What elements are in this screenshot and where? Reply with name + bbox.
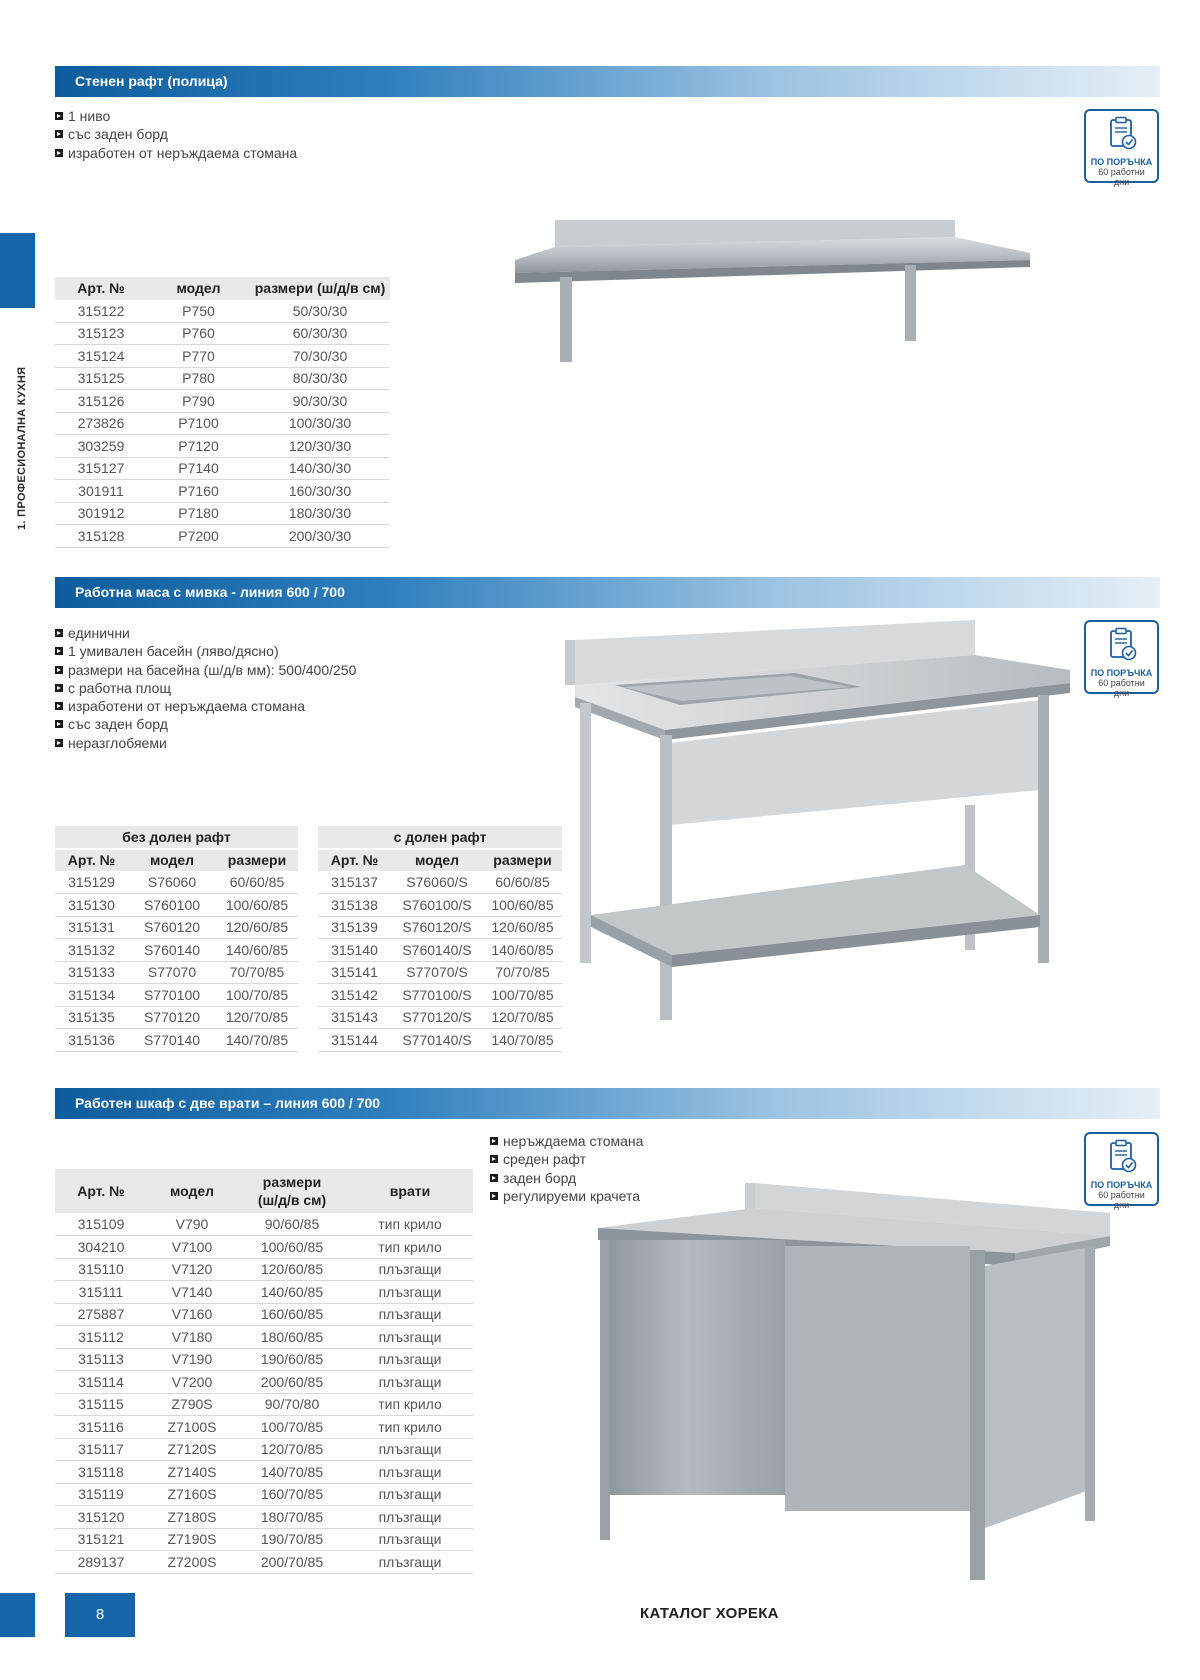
table-row: 315116 Z7100S 100/70/85 тип крило: [55, 1416, 473, 1439]
col-art-no: Арт. №: [55, 1169, 147, 1213]
col-model: модел: [147, 277, 250, 300]
table-row: 315110 V7120 120/60/85 плъзгащи: [55, 1258, 473, 1281]
table-row: 315132 S760140 140/60/85: [55, 939, 298, 962]
badge-days: 60 работни: [1098, 1190, 1145, 1200]
group-without-shelf: без долен рафт: [55, 826, 298, 849]
wall-shelf-features: [55, 107, 297, 162]
feature-item: със заден борд: [55, 715, 356, 733]
section-title-cabinet: Работен шкаф с две врати – линия 600 / 700: [55, 1088, 1160, 1119]
table-row: 315115 Z790S 90/70/80 тип крило: [55, 1393, 473, 1416]
table-row: 273826 P7100 100/30/30: [55, 412, 390, 435]
feature-item: със заден борд: [55, 125, 297, 143]
table-row: 315120 Z7180S 180/70/85 плъзгащи: [55, 1506, 473, 1529]
table-row: 315129 S76060 60/60/85: [55, 871, 298, 894]
feature-item: изработени от неръждаема стомана: [55, 697, 356, 715]
table-row: 315139 S760120/S 120/60/85: [318, 916, 562, 939]
table-row: 315118 Z7140S 140/70/85 плъзгащи: [55, 1461, 473, 1484]
page-number: 8: [65, 1593, 135, 1637]
bullet-icon: [55, 684, 63, 692]
bullet-icon: [490, 1155, 498, 1163]
col-size: размери (ш/д/в см): [250, 277, 390, 300]
section-title-sink-table: Работна маса с мивка - линия 600 / 700: [55, 577, 1160, 608]
bullet-icon: [55, 647, 63, 655]
bullet-icon: [490, 1174, 498, 1182]
feature-item: изработен от неръждаема стомана: [55, 144, 297, 162]
table-row: 315131 S760120 120/60/85: [55, 916, 298, 939]
col-size: размери: [216, 849, 298, 872]
table-row: 315144 S770140/S 140/70/85: [318, 1029, 562, 1052]
table-row: 303259 P7120 120/30/30: [55, 435, 390, 458]
feature-item: регулируеми крачета: [490, 1187, 643, 1205]
col-model: модел: [128, 849, 216, 872]
bullet-icon: [490, 1192, 498, 1200]
clipboard-check-icon: [1101, 627, 1143, 663]
bullet-icon: [55, 130, 63, 138]
bullet-icon: [490, 1137, 498, 1145]
clipboard-check-icon: [1101, 1139, 1143, 1175]
col-model: модел: [147, 1169, 237, 1213]
catalog-title: КАТАЛОГ ХОРЕКА: [640, 1605, 779, 1622]
table-row: 315112 V7180 180/60/85 плъзгащи: [55, 1326, 473, 1349]
table-row: 315126 P790 90/30/30: [55, 390, 390, 413]
sink-table-photo: [560, 615, 1070, 1025]
chapter-label: 1. ПРОФЕСИОНАЛНА КУХНЯ: [16, 366, 28, 530]
sink-table-features: [55, 624, 356, 752]
table-row: 315123 P760 60/30/30: [55, 322, 390, 345]
badge-days: 60 работни: [1098, 167, 1145, 177]
table-row: 304210 V7100 100/60/85 тип крило: [55, 1236, 473, 1259]
feature-item: заден борд: [490, 1169, 643, 1187]
table-row: 315130 S760100 100/60/85: [55, 894, 298, 917]
table-row: 275887 V7160 160/60/85 плъзгащи: [55, 1303, 473, 1326]
table-row: 315138 S760100/S 100/60/85: [318, 894, 562, 917]
bullet-icon: [55, 702, 63, 710]
table-row: 315141 S77070/S 70/70/85: [318, 961, 562, 984]
col-size: размери (ш/д/в см): [237, 1169, 347, 1213]
table-row: 315143 S770120/S 120/70/85: [318, 1006, 562, 1029]
table-row: 315113 V7190 190/60/85 плъзгащи: [55, 1348, 473, 1371]
table-row: 315135 S770120 120/70/85: [55, 1006, 298, 1029]
made-to-order-badge: [1084, 620, 1159, 698]
col-size: размери: [483, 849, 562, 872]
table-row: 315109 V790 90/60/85 тип крило: [55, 1213, 473, 1236]
feature-item: среден рафт: [490, 1150, 643, 1168]
cabinet-table: [55, 1169, 473, 1574]
badge-title: ПО ПОРЪЧКА: [1090, 157, 1153, 167]
col-art-no: Арт. №: [318, 849, 391, 872]
chapter-tab: [0, 233, 35, 308]
table-row: 301911 P7160 160/30/30: [55, 480, 390, 503]
col-art-no: Арт. №: [55, 277, 147, 300]
bullet-icon: [55, 629, 63, 637]
table-row: 315134 S770100 100/70/85: [55, 984, 298, 1007]
table-row: 315122 P750 50/30/30: [55, 300, 390, 323]
sink-table-with-shelf: [318, 826, 562, 1052]
cabinet-photo: [595, 1178, 1115, 1588]
table-row: 289137 Z7200S 200/70/85 плъзгащи: [55, 1551, 473, 1574]
table-row: 315111 V7140 140/60/85 плъзгащи: [55, 1281, 473, 1304]
badge-days-unit: дни: [1113, 1200, 1130, 1210]
feature-item: 1 умивален басейн (ляво/дясно): [55, 642, 356, 660]
feature-item: с работна площ: [55, 679, 356, 697]
clipboard-check-icon: [1101, 116, 1143, 152]
badge-days: 60 работни: [1098, 678, 1145, 688]
badge-days-unit: дни: [1113, 177, 1130, 187]
table-row: 315114 V7200 200/60/85 плъзгащи: [55, 1371, 473, 1394]
bullet-icon: [55, 149, 63, 157]
bullet-icon: [55, 720, 63, 728]
wall-shelf-table: [55, 277, 390, 548]
table-row: 315117 Z7120S 120/70/85 плъзгащи: [55, 1438, 473, 1461]
footer-tab: [0, 1593, 35, 1637]
table-row: 315128 P7200 200/30/30: [55, 525, 390, 548]
wall-shelf-photo: [510, 215, 1035, 375]
feature-item: неразглобяеми: [55, 734, 356, 752]
table-row: 315119 Z7160S 160/70/85 плъзгащи: [55, 1483, 473, 1506]
col-model: модел: [391, 849, 483, 872]
bullet-icon: [55, 739, 63, 747]
group-with-shelf: с долен рафт: [318, 826, 562, 849]
section-title-wall-shelf: Стенен рафт (полица): [55, 66, 1160, 97]
feature-item: 1 ниво: [55, 107, 297, 125]
col-doors: врати: [347, 1169, 473, 1213]
table-row: 315142 S770100/S 100/70/85: [318, 984, 562, 1007]
table-row: 315140 S760140/S 140/60/85: [318, 939, 562, 962]
sink-table-without-shelf: [55, 826, 298, 1052]
feature-item: размери на басейна (ш/д/в мм): 500/400/250: [55, 661, 356, 679]
feature-item: единични: [55, 624, 356, 642]
bullet-icon: [55, 666, 63, 674]
col-art-no: Арт. №: [55, 849, 128, 872]
table-row: 301912 P7180 180/30/30: [55, 502, 390, 525]
badge-title: ПО ПОРЪЧКА: [1090, 668, 1153, 678]
table-row: 315133 S77070 70/70/85: [55, 961, 298, 984]
table-row: 315121 Z7190S 190/70/85 плъзгащи: [55, 1528, 473, 1551]
table-row: 315125 P780 80/30/30: [55, 367, 390, 390]
feature-item: неръждаема стомана: [490, 1132, 643, 1150]
badge-title: ПО ПОРЪЧКА: [1090, 1180, 1153, 1190]
table-row: 315127 P7140 140/30/30: [55, 457, 390, 480]
table-row: 315124 P770 70/30/30: [55, 345, 390, 368]
table-row: 315137 S76060/S 60/60/85: [318, 871, 562, 894]
table-row: 315136 S770140 140/70/85: [55, 1029, 298, 1052]
bullet-icon: [55, 112, 63, 120]
badge-days-unit: дни: [1113, 688, 1130, 698]
made-to-order-badge: [1084, 109, 1159, 187]
